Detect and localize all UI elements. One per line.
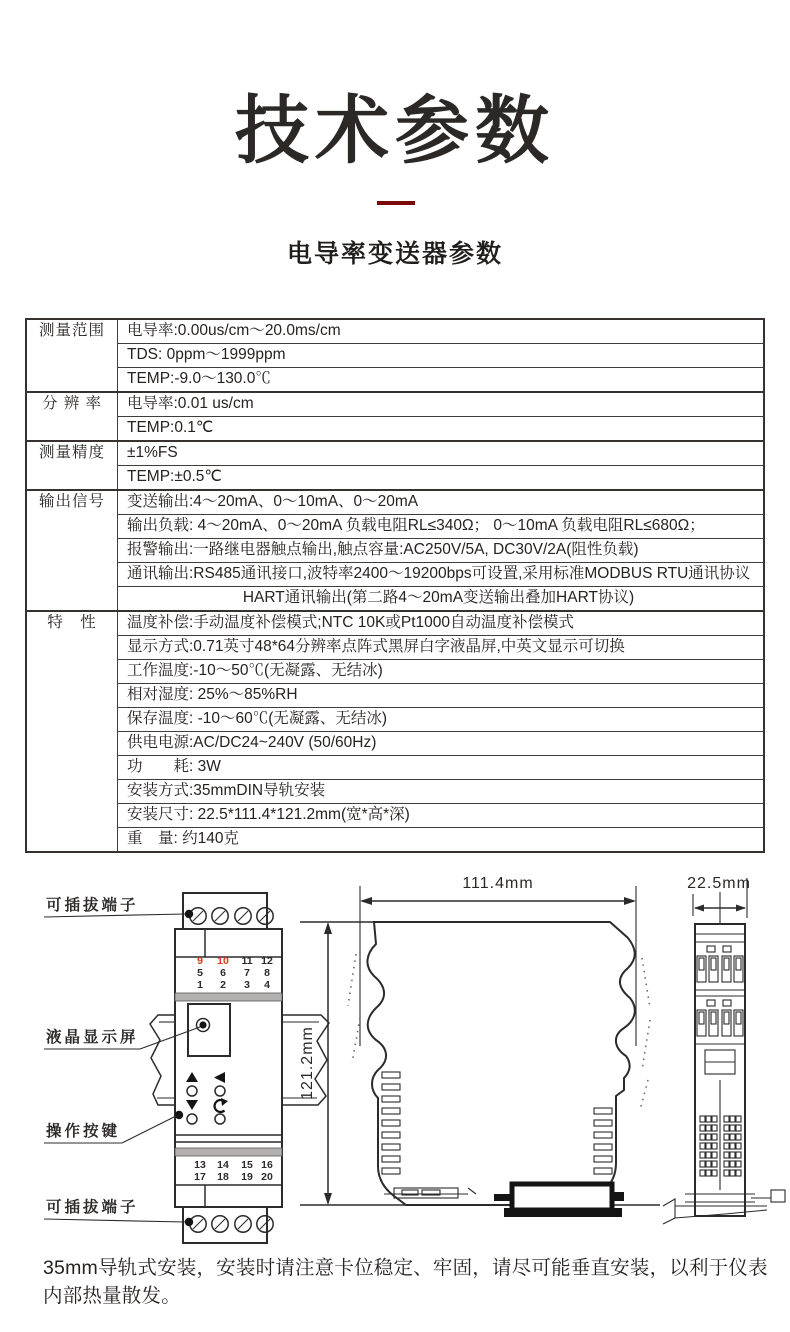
lcd-screen <box>188 1004 230 1056</box>
spec-group-label: 测量精度 <box>26 441 118 490</box>
spec-value: 变送输出:4～20mA、0～10mA、0～20mA <box>118 490 765 515</box>
terminal-number: 14 <box>217 1159 229 1171</box>
label-lcd-screen: 液晶显示屏 <box>46 1029 139 1046</box>
terminal-number: 7 <box>244 967 250 979</box>
terminal-number: 13 <box>194 1159 206 1171</box>
spec-value: 安装方式:35mmDIN导轨安装 <box>118 780 765 804</box>
spec-value: 输出负载: 4～20mA、0～20mA 负载电阻RL≤340Ω； 0～10mA 负载电阻RL≤680Ω； <box>118 515 765 539</box>
spec-value: 相对湿度: 25%～85%RH <box>118 684 765 708</box>
spec-value: 温度补偿:手动温度补偿模式;NTC 10K或Pt1000自动温度补偿模式 <box>118 611 765 636</box>
terminal-number: 4 <box>264 979 270 991</box>
terminal-number: 3 <box>244 979 250 991</box>
divider-band <box>175 1148 282 1156</box>
leader-dot <box>185 1218 193 1226</box>
terminal-number: 17 <box>194 1171 206 1183</box>
terminal-number: 12 <box>261 955 273 967</box>
title-underline <box>377 201 415 205</box>
label-pluggable-terminal-bottom: 可插拔端子 <box>46 1199 139 1216</box>
terminal-number: 9 <box>197 955 203 967</box>
spec-value: TEMP:0.1℃ <box>118 417 765 442</box>
dimension-height: 121.2mm <box>299 1026 316 1100</box>
din-rail-clip <box>494 1184 624 1217</box>
spec-group-label: 特 性 <box>26 611 118 852</box>
terminal-number: 5 <box>197 967 203 979</box>
spec-value: 电导率:0.01 us/cm <box>118 392 765 417</box>
spec-value: HART通讯输出(第二路4～20mA变送输出叠加HART协议) <box>118 587 765 612</box>
terminal-number: 16 <box>261 1159 273 1171</box>
terminal-number: 15 <box>241 1159 253 1171</box>
spec-value: 供电电源:AC/DC24~240V (50/60Hz) <box>118 732 765 756</box>
dimension-width: 111.4mm <box>462 875 534 892</box>
dimension-depth: 22.5mm <box>687 875 751 892</box>
page-title: 技术参数 <box>235 89 555 172</box>
spec-group-label: 输出信号 <box>26 490 118 611</box>
page-subtitle: 电导率变送器参数 <box>286 240 503 268</box>
spec-value: 保存温度: -10～60℃(无凝露、无结冰) <box>118 708 765 732</box>
terminal-number: 10 <box>217 955 229 967</box>
terminal-number: 6 <box>220 967 226 979</box>
label-operation-buttons: 操作按键 <box>46 1123 121 1140</box>
spec-value: 显示方式:0.71英寸48*64分辨率点阵式黑屏白字液晶屏,中英文显示可切换 <box>118 636 765 660</box>
spec-value: TDS: 0ppm～1999ppm <box>118 344 765 368</box>
side-view-diagram <box>298 858 668 1250</box>
terminal-number: 8 <box>264 967 270 979</box>
front-view-diagram <box>18 872 330 1246</box>
bottom-terminal-block <box>183 1207 273 1243</box>
spec-group-label: 分 辨 率 <box>26 392 118 441</box>
leader-dot <box>185 910 193 918</box>
spec-value: 报警输出:一路继电器触点输出,触点容量:AC250V/5A, DC30V/2A(阻性负载) <box>118 539 765 563</box>
enclosure-profile <box>367 922 634 1205</box>
top-terminal-block <box>183 893 273 929</box>
leader-dot <box>175 1111 183 1119</box>
terminal-number: 2 <box>220 979 226 991</box>
terminal-number: 11 <box>241 955 253 967</box>
spec-value: TEMP:-9.0～130.0℃ <box>118 368 765 393</box>
terminal-number: 19 <box>241 1171 253 1183</box>
spec-value: ±1%FS <box>118 441 765 466</box>
spec-value: 重 量: 约140克 <box>118 828 765 853</box>
spec-value: 通讯输出:RS485通讯接口,波特率2400～19200bps可设置,采用标准MODBUS RTU通讯协议 <box>118 563 765 587</box>
height-dimension <box>299 924 328 1203</box>
spec-value: 工作温度:-10～50℃(无凝露、无结冰) <box>118 660 765 684</box>
terminal-number: 20 <box>261 1171 273 1183</box>
spec-value: 功 耗: 3W <box>118 756 765 780</box>
terminal-number: 1 <box>197 979 203 991</box>
spec-table <box>25 318 765 853</box>
install-note: 35mm导轨式安装，安装时请注意卡位稳定、牢固，请尽可能垂直安装，以利于仪表内部热量散发。 <box>43 1257 768 1307</box>
label-pluggable-terminal-top: 可插拔端子 <box>46 897 139 914</box>
spec-value: TEMP:±0.5℃ <box>118 466 765 491</box>
top-view-diagram <box>655 858 790 1250</box>
divider-band <box>175 993 282 1001</box>
terminal-number: 18 <box>217 1171 229 1183</box>
spec-group-label: 测量范围 <box>26 319 118 392</box>
spec-value: 电导率:0.00us/cm～20.0ms/cm <box>118 319 765 344</box>
spec-value: 安装尺寸: 22.5*111.4*121.2mm(宽*高*深) <box>118 804 765 828</box>
